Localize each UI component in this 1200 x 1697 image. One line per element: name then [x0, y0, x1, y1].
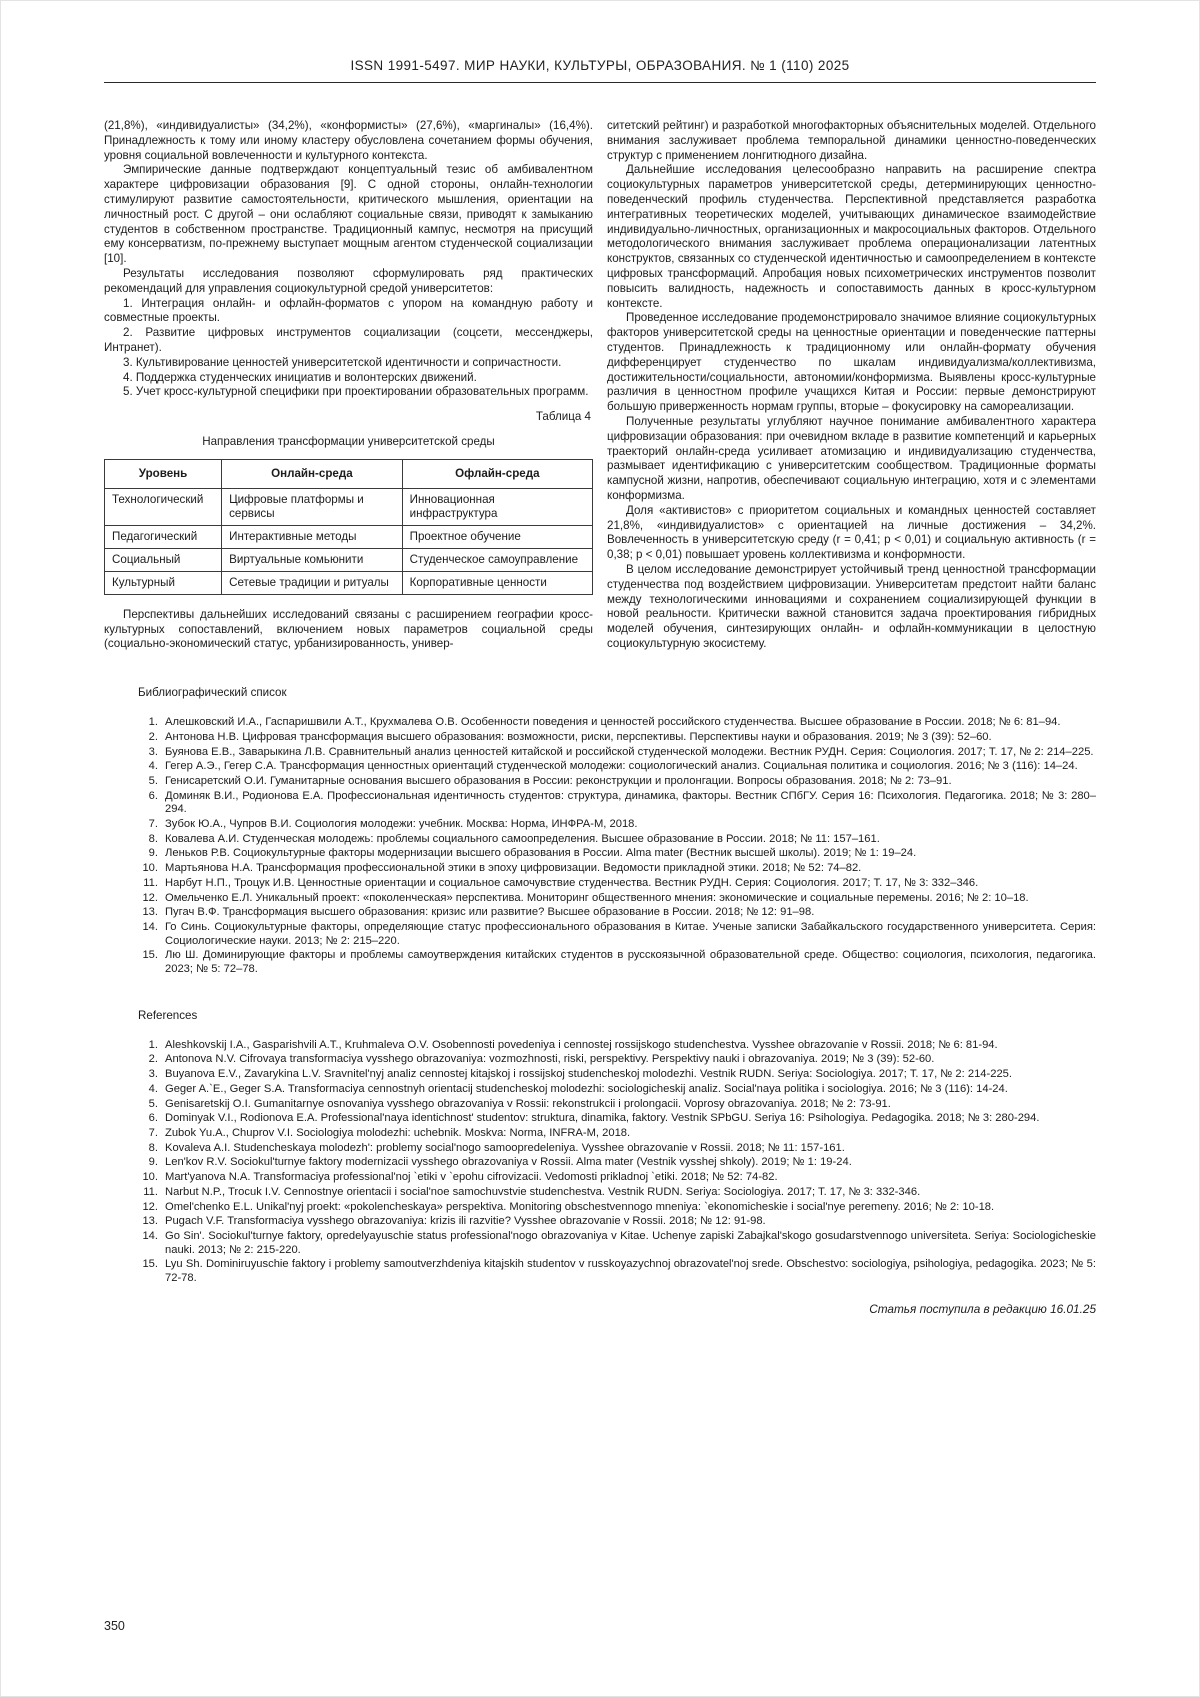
reference-item: [138, 1186, 1096, 1200]
reference-item: [138, 716, 1096, 730]
reference-text: Доминяк В.И., Родионова Е.А. Профессиональная идентичность студентов: структура, динамика, факторы. Вестник СПбГУ. Серия 16: Психология. Педагогика. 2018; № 3: 280–294.: [165, 789, 1096, 816]
reference-number: 8.: [148, 1141, 158, 1154]
reference-item: [138, 862, 1096, 876]
right-column: [607, 119, 1096, 652]
paragraph: Доля «активистов» с приоритетом социальных и командных ценностей составляет 21,8%, «индивидуалистов» с ориентацией на личные достижения – 34,2%. Вовлеченность в университетскую среду (r = 0,41; p < 0,01) и социальную активность (r = 0,38; p < 0,01) повышает уровень коллективизма и конформности.: [607, 503, 1096, 562]
received-note: Статья поступила в редакцию 16.01.25: [869, 1301, 1096, 1316]
paragraph: 1. Интеграция онлайн- и офлайн-форматов с упором на командную работу и совместные проекты.: [104, 296, 593, 325]
reference-text: Mart'yanova N.A. Transformaciya professional'noj `etiki v `epohu cifrovizacii. Vedomosti prikladnoj `etiki. 2018; № 52: 74-82.: [165, 1171, 778, 1184]
references-title: References: [138, 1008, 198, 1022]
paragraph: 4. Поддержка студенческих инициатив и волонтерских движений.: [123, 370, 477, 384]
reference-text: Гегер А.Э., Гегер С.А. Трансформация ценностных ориентаций студенческой молодежи: социологический анализ. Социальная политика и социология. 2016; № 3 (116): 14–24.: [165, 760, 1078, 773]
reference-item: [138, 949, 1096, 976]
reference-text: Алешковский И.А., Гаспаришвили А.Т., Крухмалева О.В. Особенности поведения и ценностей российского студенчества. Высшее образование в России. 2018; № 6: 81–94.: [165, 716, 1061, 729]
left-column-after-table: [104, 608, 593, 652]
paragraph: Результаты исследования позволяют сформулировать ряд практических рекомендаций для управления социокультурной средой университетов:: [104, 266, 593, 295]
table-cell-level: Педагогический: [105, 525, 222, 548]
reference-number: 6.: [148, 789, 158, 802]
reference-number: 9.: [148, 1156, 158, 1169]
reference-text: Буянова Е.В., Заварыкина Л.В. Сравнительный анализ ценностей китайской и российской студенческой молодежи. Вестник РУДН. Серия: Социология. 2017; Т. 17, № 2: 214–225.: [165, 745, 1094, 758]
right-column-paragraphs: [607, 119, 1096, 652]
reference-item: [138, 1171, 1096, 1185]
reference-text: Генисаретский О.И. Гуманитарные основания высшего образования в России: реконструкции и пролонгации. Вопросы образования. 2018; № 2: 73–91.: [165, 774, 952, 787]
table-cell-level: Технологический: [105, 488, 222, 525]
reference-number: 10.: [142, 862, 158, 875]
table-cell-offline: Проектное обучение: [402, 525, 592, 548]
reference-number: 2.: [148, 730, 158, 743]
reference-text: Мартьянова Н.А. Трансформация профессиональной этики в эпоху цифровизации. Ведомости прикладной этики. 2018; № 52: 74–82.: [165, 862, 862, 875]
reference-number: 2.: [148, 1053, 158, 1066]
paragraph: 2. Развитие цифровых инструментов социализации (соцсети, мессенджеры, Интранет).: [104, 326, 593, 354]
reference-number: 1.: [148, 716, 158, 729]
table-header-cell: Офлайн-среда: [402, 459, 592, 488]
table-cell-online: Интерактивные методы: [222, 525, 403, 548]
table-row: [105, 571, 593, 594]
reference-item: [138, 1201, 1096, 1215]
table-header-row: [105, 459, 593, 488]
page-number: 350: [104, 1619, 125, 1633]
table-cell-level: Культурный: [105, 571, 222, 594]
paragraph: Полученные результаты углубляют научное понимание амбивалентного характера цифровизации образования: при очевидном вкладе в развитие компетенций и карьерных траекторий онлайн-среда усиливает атомизацию и индивидуализацию студенчества, размывает идентификацию с университетским сообществом. Традиционные форматы кампусной жизни, напротив, обеспечивают социальную интеграцию, хотя и с элементами конформизма.: [607, 414, 1096, 502]
left-column-paragraphs: [104, 119, 593, 400]
table-cell-offline: Корпоративные ценности: [402, 571, 592, 594]
reference-number: 7.: [148, 818, 158, 831]
reference-text: Kovaleva A.I. Studencheskaya molodezh': problemy social'nogo samoopredeleniya. Vysshee obrazovanie v Rossii. 2018; № 11: 157-161.: [165, 1141, 845, 1154]
reference-text: Antonova N.V. Cifrovaya transformaciya vysshego obrazovaniya: vozmozhnosti, riski, perspektivy. Perspektivy nauki i obrazovaniya. 2019; № 3 (39): 52-60.: [165, 1053, 935, 1066]
reference-number: 3.: [148, 1068, 158, 1081]
reference-text: Ковалева А.И. Студенческая молодежь: проблемы социального самоопределения. Высшее образование в России. 2018; № 11: 157–161.: [165, 832, 880, 845]
left-column: [104, 119, 593, 652]
paragraph: 5. Учет кросс-культурной специфики при проектировании образовательных программ.: [123, 385, 589, 399]
reference-text: Нарбут Н.П., Троцук И.В. Ценностные ориентации и социальное самочувствие студенчества. Вестник РУДН. Серия: Социология. 2017; Т. 17, № 3: 332–346.: [165, 876, 979, 889]
table-cell-online: Сетевые традиции и ритуалы: [222, 571, 403, 594]
reference-item: [138, 1230, 1096, 1257]
reference-number: 7.: [148, 1127, 158, 1139]
reference-item: [138, 1083, 1096, 1097]
reference-item: [138, 1068, 1096, 1082]
article-body: [104, 119, 1096, 652]
reference-number: 15.: [142, 1258, 158, 1271]
reference-item: [138, 1053, 1096, 1067]
reference-text: Зубок Ю.А., Чупров В.И. Социология молодежи: учебник. Москва: Норма, ИНФРА-М, 2018.: [165, 818, 638, 831]
reference-item: [138, 1258, 1096, 1285]
table-row: [105, 488, 593, 525]
journal-header: ISSN 1991-5497. МИР НАУКИ, КУЛЬТУРЫ, ОБРАЗОВАНИЯ. № 1 (110) 2025: [104, 58, 1096, 83]
reference-number: 1.: [148, 1038, 158, 1051]
reference-text: Genisaretskij O.I. Gumanitarnye osnovaniya vysshego obrazovaniya v Rossii: rekonstrukcii i prolongacii. Voprosy obrazovaniya. 2018; № 2: 73-91.: [165, 1097, 891, 1110]
reference-text: Narbut N.P., Trocuk I.V. Cennostnye orientacii i social'noe samochuvstvie studenchestva. Vestnik RUDN. Seriya: Sociologiya. 2017; T. 17, № 3: 332-346.: [165, 1185, 921, 1198]
reference-number: 10.: [142, 1171, 158, 1184]
reference-number: 3.: [148, 745, 158, 758]
reference-text: Омельченко Е.Л. Уникальный проект: «поколенческая» перспектива. Мониторинг общественного мнения: экономические и социальные перемены. 2016; № 2: 10–18.: [165, 891, 1029, 904]
reference-number: 14.: [142, 1229, 158, 1242]
reference-item: [138, 1142, 1096, 1156]
transformation-table: [104, 459, 593, 595]
reference-number: 12.: [142, 891, 158, 904]
table-cell-offline: Инновационная инфраструктура: [402, 488, 592, 525]
reference-text: Go Sin'. Sociokul'turnye faktory, opredelyayuschie status professional'nogo obrazovaniya v Kitae. Uchenye zapiski Zabajkal'skogo gosudarstvennogo universiteta. Seriya: Sociologicheskie nauki. 2013; № 2: 215-220.: [165, 1229, 1096, 1256]
reference-item: [138, 818, 1096, 832]
reference-item: [138, 746, 1096, 760]
table-caption: Направления трансформации университетской среды: [202, 434, 495, 448]
table-cell-offline: Студенческое самоуправление: [402, 548, 592, 571]
reference-text: Aleshkovskij I.A., Gasparishvili A.T., Kruhmaleva O.V. Osobennosti povedeniya i cennostej rossijskogo studenchestva. Vysshee obrazovanie v Rossii. 2018; № 6: 81-94.: [165, 1038, 998, 1051]
reference-text: Lyu Sh. Dominiruyuschie faktory i problemy samoutverzhdeniya kitajskih studentov v russkoyazychnoj obrazovatel'noj srede. Obschestvo: sociologiya, psihologiya, pedagogika. 2023; № 5: 72-78.: [165, 1258, 1096, 1285]
table-label: Таблица 4: [535, 410, 591, 424]
paragraph: В целом исследование демонстрирует устойчивый тренд ценностной трансформации студенчества под воздействием цифровизации. Университетам предстоит найти баланс между технологическими инновациями и сохранением социализирующей функции в новой реальности. Критически важной становится задача проектирования гибридных моделей обучения, синтезирующих онлайн- и офлайн-коммуникации в целостную социокультурную экосистему.: [607, 562, 1096, 650]
paragraph: 3. Культивирование ценностей университетской идентичности и сопричастности.: [123, 355, 562, 369]
table-row: [105, 548, 593, 571]
references-list: [138, 1039, 1096, 1286]
reference-item: [138, 1156, 1096, 1170]
reference-item: [138, 1127, 1096, 1141]
reference-number: 5.: [148, 774, 158, 787]
table-body: [105, 488, 593, 594]
reference-text: Леньков Р.В. Социокультурные факторы модернизации высшего образования в России. Alma mater (Вестник высшей школы). 2019; № 1: 19–24.: [165, 847, 917, 860]
reference-text: Лю Ш. Доминирующие факторы и проблемы самоутверждения китайских студентов в русскоязычной образовательной среде. Общество: социология, психология, педагогика. 2023; № 5: 72–78.: [165, 949, 1096, 976]
table-cell-online: Цифровые платформы и сервисы: [222, 488, 403, 525]
reference-number: 4.: [148, 760, 158, 773]
reference-number: 13.: [142, 906, 158, 919]
reference-item: [138, 921, 1096, 948]
reference-text: Dominyak V.I., Rodionova E.A. Professional'naya identichnost' studentov: struktura, dinamika, faktory. Vestnik SPbGU. Seriya 16: Psihologiya. Pedagogika. 2018; № 3: 280-294.: [165, 1112, 1040, 1125]
reference-number: 4.: [148, 1082, 158, 1095]
reference-text: Len'kov R.V. Sociokul'turnye faktory modernizacii vysshego obrazovaniya v Rossii. Alma mater (Vestnik vysshej shkoly). 2019; № 1: 19-24.: [165, 1156, 852, 1169]
reference-item: [138, 833, 1096, 847]
reference-item: [138, 906, 1096, 920]
reference-number: 11.: [143, 876, 158, 889]
paragraph: Перспективы дальнейших исследований связаны с расширением географии кросс-культурных сопоставлений, включением новых параметров социальной среды (социально-экономический статус, урбанизированность, универ-: [104, 607, 593, 651]
table-block: [104, 410, 593, 595]
reference-text: Zubok Yu.A., Chuprov V.I. Sociologiya molodezhi: uchebnik. Moskva: Norma, INFRA-M, 2018.: [165, 1127, 631, 1139]
reference-text: Buyanova E.V., Zavarykina L.V. Sravnitel'nyj analiz cennostej kitajskoj i rossijskoj studencheskoj molodezhi. Vestnik RUDN. Seriya: Sociologiya. 2017; T. 17, № 2: 214-225.: [165, 1068, 1013, 1081]
bibliography-list: [138, 716, 1096, 977]
reference-number: 15.: [142, 949, 158, 962]
paragraph: (21,8%), «индивидуалисты» (34,2%), «конформисты» (27,6%), «маргиналы» (16,4%). Принадлежность к тому или иному кластеру обусловлена сочетанием формы обучения, уровня социальной вовлеченности и культурного контекста.: [104, 119, 593, 162]
reference-number: 13.: [142, 1215, 158, 1228]
reference-text: Pugach V.F. Transformaciya vysshego obrazovaniya: krizis ili razvitie? Vysshee obrazovanie v Rossii. 2018; № 12: 91-98.: [165, 1215, 766, 1228]
reference-item: [138, 1112, 1096, 1126]
paragraph: Эмпирические данные подтверждают концептуальный тезис об амбивалентном характере цифровизации образования [9]. С одной стороны, онлайн-технологии стимулируют развитие самостоятельности, критического мышления, ориентации на личностный рост. С другой – они ослабляют социальные связи, приводят к замыканию студентов в собственном пространстве. Традиционный кампус, несмотря на присущий ему консерватизм, по-прежнему выступает мощным агентом студенческой социализации [10].: [104, 163, 593, 266]
paragraph: Проведенное исследование продемонстрировало значимое влияние социокультурных факторов университетской среды на ценностные ориентации и поведенческие паттерны студентов. Принадлежность к традиционному или онлайн-формату обучения дифференцирует студенчество по шкалам индивидуализма/коллективизма, достижительности/социальности, автономии/конформизма. Выявлены кросс-культурные различия в ценностном профиле учащихся Китая и России: первые демонстрируют большую приверженность нормам группы, вторые – фокусировку на самореализации.: [607, 311, 1096, 414]
reference-number: 6.: [148, 1112, 158, 1125]
reference-item: [138, 1098, 1096, 1112]
table-cell-level: Социальный: [105, 548, 222, 571]
reference-item: [138, 847, 1096, 861]
reference-item: [138, 731, 1096, 745]
reference-number: 12.: [142, 1200, 158, 1213]
table-header-cell: Уровень: [105, 459, 222, 488]
reference-item: [138, 775, 1096, 789]
paragraph: ситетский рейтинг) и разработкой многофакторных объяснительных моделей. Отдельного внимания заслуживает проблема темпоральной динамики ценностно-поведенческих структур с применением лонгитюдного дизайна.: [607, 119, 1096, 162]
reference-item: [138, 1215, 1096, 1229]
reference-item: [138, 877, 1096, 891]
reference-text: Пугач В.Ф. Трансформация высшего образования: кризис или развитие? Высшее образование в России. 2018; № 12: 91–98.: [165, 906, 815, 919]
reference-item: [138, 892, 1096, 906]
reference-number: 11.: [143, 1185, 158, 1198]
reference-text: Антонова Н.В. Цифровая трансформация высшего образования: возможности, риски, перспективы. Перспективы науки и образования. 2019; № 3 (39): 52–60.: [165, 730, 992, 743]
table-cell-online: Виртуальные комьюнити: [222, 548, 403, 571]
reference-text: Geger A.`E., Geger S.A. Transformaciya cennostnyh orientacij studencheskoj molodezhi: sociologicheskij analiz. Social'naya politika i sociologiya. 2016; № 3 (116): 14-24.: [165, 1082, 1008, 1095]
table-row: [105, 525, 593, 548]
reference-number: 8.: [148, 832, 158, 845]
reference-number: 5.: [148, 1097, 158, 1110]
reference-item: [138, 790, 1096, 817]
bibliography-title: Библиографический список: [138, 686, 287, 700]
reference-item: [138, 760, 1096, 774]
references-section: [104, 1009, 1096, 1286]
reference-number: 9.: [148, 847, 158, 860]
paragraph: Дальнейшие исследования целесообразно направить на расширение спектра социокультурных параметров университетской среды, детерминирующих ценностно-поведенческий профиль студенчества. Перспективной представляется разработка интегративных теоретических моделей, учитывающих динамическое взаимодействие индивидуально-личностных, организационных и макросоциальных факторов. Отдельного методологического внимания заслуживает проблема операционализации латентных конструктов, связанных со студенческой идентичностью и самоопределением в контексте цифровых трансформаций. Апробация новых психометрических инструментов позволит повысить валидность, надежность и сопоставимость данных в кросс-культурном контексте.: [607, 163, 1096, 310]
reference-text: Го Синь. Социокультурные факторы, определяющие статус профессионального образования в Китае. Ученые записки Забайкальского государственного университета. Серия: Социологические науки. 2013; № 2: 215–220.: [165, 920, 1096, 947]
bibliography-section: [104, 686, 1096, 977]
table-header-cell: Онлайн-среда: [222, 459, 403, 488]
reference-number: 14.: [142, 920, 158, 933]
reference-text: Omel'chenko E.L. Unikal'nyj proekt: «pokolencheskaya» perspektiva. Monitoring obschestvennogo mneniya: `ekonomicheskie i social'nye peremeny. 2016; № 2: 10-18.: [165, 1200, 995, 1213]
reference-item: [138, 1039, 1096, 1053]
